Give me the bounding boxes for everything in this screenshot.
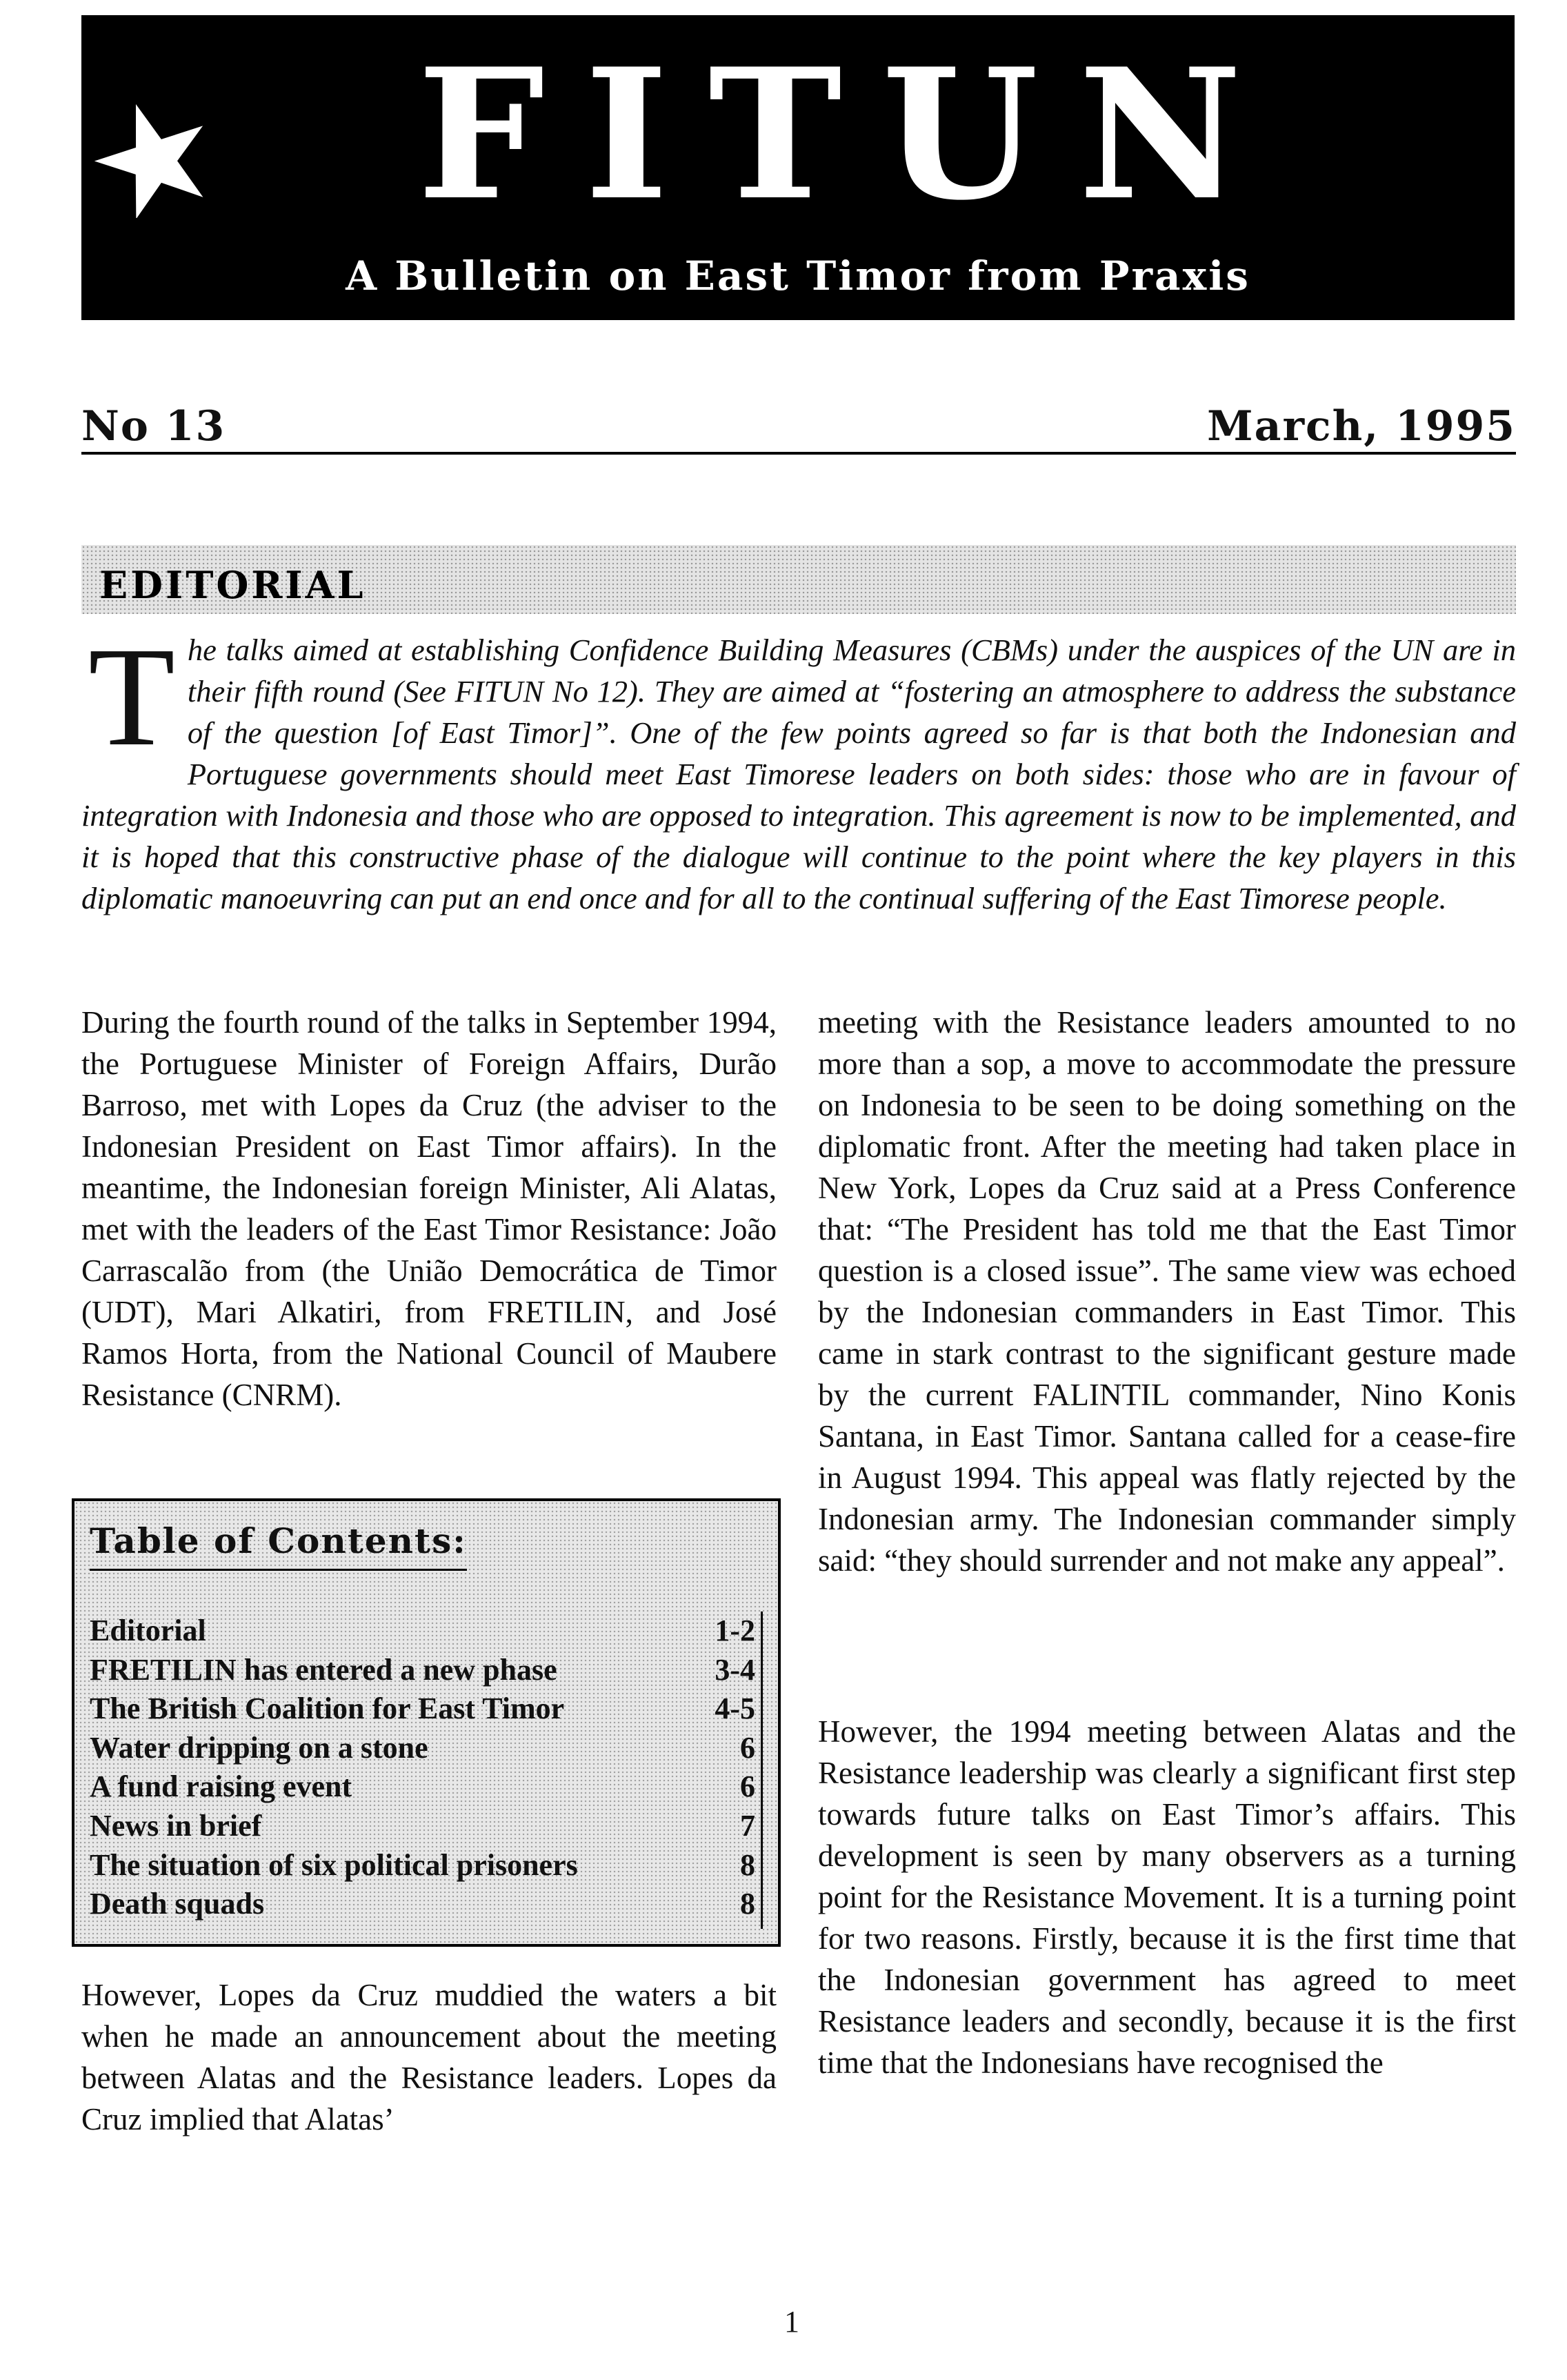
toc-item[interactable] xyxy=(90,1807,761,1846)
toc-item[interactable] xyxy=(90,1767,761,1807)
body-paragraph: However, Lopes da Cruz muddied the waters a bit when he made an announcement about the meeting between Alatas and the Resistance leaders. Lopes da Cruz implied that Alatas’ xyxy=(81,1978,777,2136)
toc-item[interactable] xyxy=(90,1689,761,1729)
masthead-subtitle: A Bulletin on East Timor from Praxis xyxy=(346,252,1250,299)
toc-item-label: Water dripping on a stone xyxy=(90,1730,428,1765)
editorial-heading: EDITORIAL xyxy=(99,563,366,607)
toc-list xyxy=(90,1612,763,1929)
toc-item-pages: 8 xyxy=(740,1847,755,1882)
toc-item-pages: 4-5 xyxy=(715,1692,755,1726)
body-paragraph: During the fourth round of the talks in September 1994, the Portuguese Minister of Foreign Affairs, Durão Barroso, met with Lopes da Cruz (the adviser to the Indonesian President on East Timor affairs). In the meantime, the Indonesian foreign Minister, Ali Alatas, met with the leaders of the East Timor Resistance: João Carrascalão from (the União Democrática de Timor (UDT), Mari Alkatiri, from FRETILIN, and José Ramos Horta, from the National Council of Maubere Resistance (CNRM). xyxy=(81,1005,777,1412)
issue-date: March, 1995 xyxy=(1207,402,1516,450)
toc-item[interactable] xyxy=(90,1846,761,1885)
toc-item-label: Death squads xyxy=(90,1887,265,1921)
page-number: 1 xyxy=(784,2305,799,2339)
toc-item-pages: 1-2 xyxy=(715,1614,755,1647)
toc-item[interactable] xyxy=(90,1885,761,1924)
toc-item[interactable] xyxy=(90,1651,761,1690)
toc-item-label: The British Coalition for East Timor xyxy=(90,1692,565,1726)
body-paragraph: meeting with the Resistance leaders amounted to no more than a sop, a move to accommodate the pressure on Indonesia to be seen to be doing something on the diplomatic front. After the meeting had taken place in New York, Lopes da Cruz said at a Press Conference that: “The President has told me that the East Timor question is a closed issue”. The same view was echoed by the Indonesian commanders in East Timor. This came in stark contrast to the significant gesture made by the current FALINTIL commander, Nino Konis Santana, in East Timor. Santana called for a cease-fire in August 1994. This appeal was flatly rejected by the Indonesian army. The Indonesian commander simply said: “they should surrender and not make any appeal”. xyxy=(818,1005,1516,1578)
toc-item-label: A fund raising event xyxy=(90,1769,352,1804)
issue-number: No 13 xyxy=(81,402,226,450)
editorial-intro-text: he talks aimed at establishing Confidence Building Measures (CBMs) under the auspices of the UN are in their fifth round (See FITUN No 12). They are aimed at “fostering an atmosphere to address the substance of the question [of East Timor]”. One of the few points agreed so far is that both the Indonesian and Portuguese governments should meet East Timorese leaders on both sides: those who are in favour of integration with Indonesia and those who are opposed to integration. This agreement is now to be implemented, and it is hoped that this constructive phase of the dialogue will continue to the point where the key players in this diplomatic manoeuvring can put an end once and for all to the continual suffering of the East Timorese people. xyxy=(81,633,1516,915)
toc-item-pages: 6 xyxy=(740,1769,755,1804)
editorial-intro xyxy=(81,617,1516,919)
toc-title: Table of Contents: xyxy=(90,1520,467,1571)
toc-item-label: Editorial xyxy=(90,1614,206,1647)
editorial-banner xyxy=(81,545,1516,614)
toc-item-pages: 8 xyxy=(740,1887,755,1921)
issue-line xyxy=(81,404,1516,455)
toc-item-pages: 7 xyxy=(740,1808,755,1843)
toc-item-pages: 3-4 xyxy=(715,1652,755,1687)
masthead xyxy=(81,15,1515,320)
drop-cap: T xyxy=(88,617,175,775)
toc-item[interactable] xyxy=(90,1729,761,1768)
toc-item-pages: 6 xyxy=(740,1730,755,1765)
toc-item-label: News in brief xyxy=(90,1808,262,1843)
masthead-title: FITUN xyxy=(417,30,1283,240)
table-of-contents xyxy=(72,1498,781,1947)
toc-item-label: FRETILIN has entered a new phase xyxy=(90,1652,557,1687)
toc-item[interactable] xyxy=(90,1612,761,1651)
body-paragraph: However, the 1994 meeting between Alatas and the Resistance leadership was clearly a significant first step towards future talks on East Timor’s affairs. This development is seen by many observers as a turning point for the Resistance Movement. It is a turning point for two reasons. Firstly, because it is the first time that the Indonesian government has agreed to meet Resistance leaders and secondly, because it is the first time that the Indonesians have recognised the xyxy=(818,1714,1516,2080)
toc-item-label: The situation of six political prisoners xyxy=(90,1847,578,1882)
